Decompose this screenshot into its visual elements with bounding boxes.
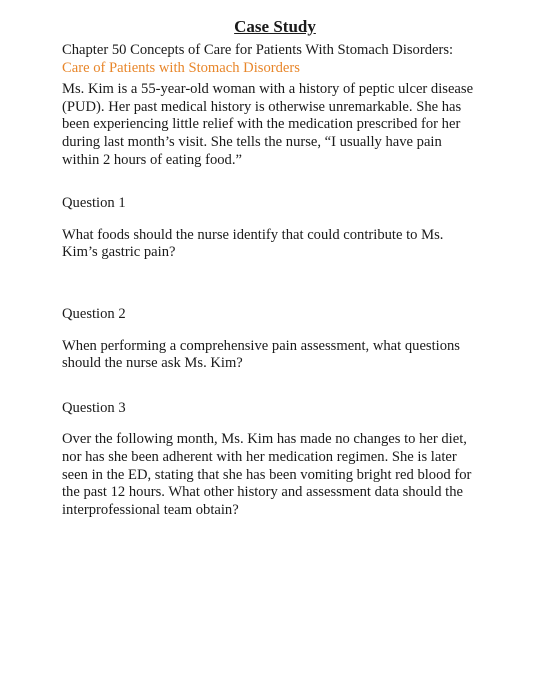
page-title: Case Study <box>234 17 316 36</box>
question-1-text: What foods should the nurse identify that could contribute to Ms. Kim’s gastric pain? <box>62 226 444 261</box>
question-3-label: Question 3 <box>62 399 126 416</box>
question-2-text: When performing a comprehensive pain assessment, what questions should the nurse ask Ms. Kim? <box>62 337 460 372</box>
question-1-label: Question 1 <box>62 195 126 212</box>
document-page <box>62 16 482 519</box>
chapter-prefix: Chapter 50 Concepts of Care for Patients With Stomach Disorders: <box>62 42 454 58</box>
question-3-text: Over the following month, Ms. Kim has made no changes to her diet, nor has she been adherent with her medication regimen. She is later seen in the ED, stating that she has been vomiting bright red blood for the past 12 hours. What other history and assessment data should the interprofessional team obtain? <box>62 431 472 518</box>
chapter-heading <box>62 42 482 77</box>
case-intro: Ms. Kim is a 55-year-old woman with a history of peptic ulcer disease (PUD). Her past medical history is otherwise unremarkable. She has been experiencing little relief with the medication prescribed for her during last month’s visit. She tells the nurse, “I usually have pain within 2 hours of eating food.” <box>62 81 474 168</box>
chapter-topic-link: Care of Patients with Stomach Disorders <box>62 59 300 76</box>
question-2-label: Question 2 <box>62 305 126 322</box>
